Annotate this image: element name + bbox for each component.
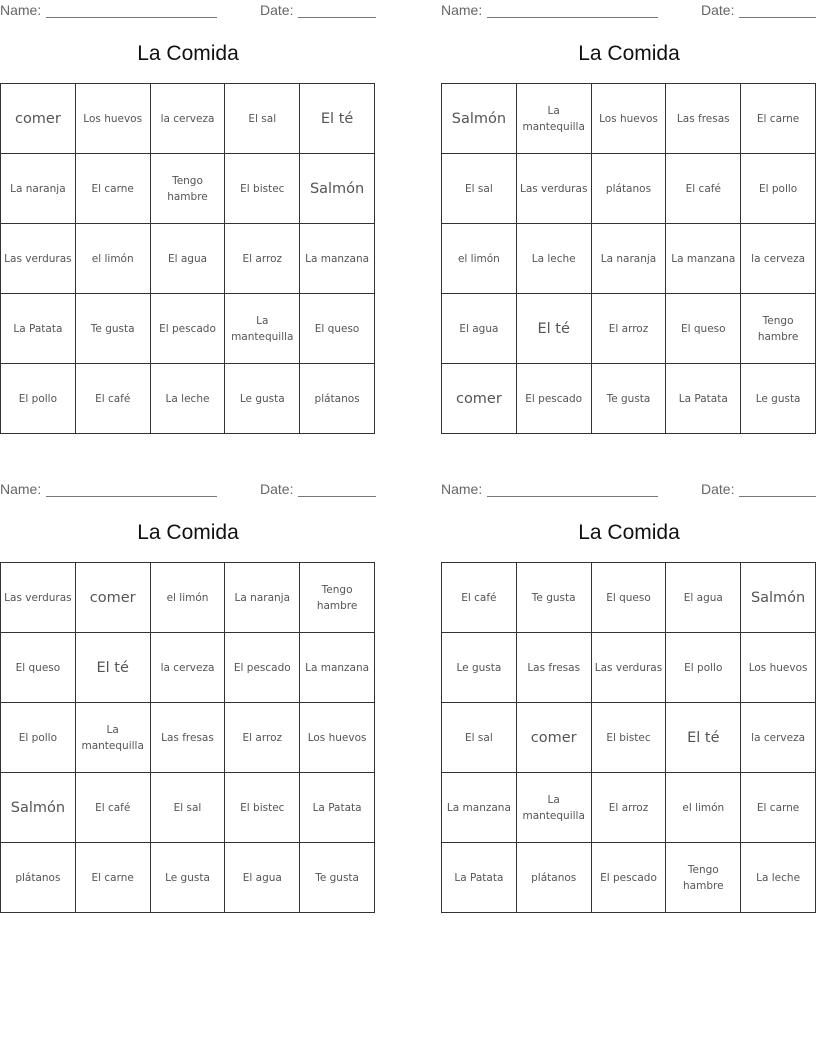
bingo-cell: La naranja [592,224,667,294]
bingo-cell: comer [442,364,517,434]
bingo-cell: Tengo hambre [300,563,375,633]
bingo-cell: El agua [666,563,741,633]
bingo-cell: El té [666,703,741,773]
bingo-cell: El queso [592,563,667,633]
bingo-cell: Los huevos [76,84,151,154]
bingo-cell: El arroz [225,224,300,294]
bingo-cell: El carne [76,843,151,913]
bingo-cell: Le gusta [442,633,517,703]
bingo-cell: El bistec [592,703,667,773]
bingo-cell: Las verduras [517,154,592,224]
name-line [487,17,658,18]
bingo-cell: El carne [76,154,151,224]
bingo-cell: Las verduras [592,633,667,703]
name-line [487,496,658,497]
bingo-cell: El agua [442,294,517,364]
bingo-cell: La leche [741,843,816,913]
bingo-cell: Le gusta [151,843,226,913]
bingo-cell: El café [76,364,151,434]
bingo-cell: comer [517,703,592,773]
bingo-cell: El bistec [225,154,300,224]
bingo-cell: El bistec [225,773,300,843]
bingo-cell: Le gusta [741,364,816,434]
date-line [298,496,376,497]
bingo-cell: El pescado [517,364,592,434]
bingo-cell: Te gusta [76,294,151,364]
bingo-grid [441,83,816,434]
bingo-cell: La mantequilla [76,703,151,773]
bingo-cell: El sal [151,773,226,843]
bingo-grid [441,562,816,913]
card-title: La Comida [578,42,680,65]
bingo-cell: La manzana [300,224,375,294]
bingo-cell: Te gusta [300,843,375,913]
bingo-cell: El té [300,84,375,154]
card-header [441,0,816,22]
bingo-cell: la cerveza [151,84,226,154]
bingo-cell: El agua [151,224,226,294]
bingo-card-4 [441,479,816,919]
bingo-cell: el limón [76,224,151,294]
bingo-cell: Las fresas [151,703,226,773]
name-label: Name: [441,2,483,18]
bingo-cell: plátanos [1,843,76,913]
bingo-cell: Los huevos [592,84,667,154]
card-header [0,479,376,501]
bingo-cell: Tengo hambre [666,843,741,913]
bingo-cell: la cerveza [741,703,816,773]
bingo-cell: el limón [151,563,226,633]
bingo-cell: El carne [741,84,816,154]
bingo-cell: Salmón [1,773,76,843]
bingo-cell: La Patata [666,364,741,434]
bingo-cell: La manzana [300,633,375,703]
bingo-cell: La naranja [225,563,300,633]
bingo-cell: El pollo [1,364,76,434]
bingo-cell: Tengo hambre [151,154,226,224]
bingo-cell: El pescado [151,294,226,364]
bingo-cell: La mantequilla [517,84,592,154]
bingo-cell: plátanos [592,154,667,224]
bingo-cell: Te gusta [592,364,667,434]
bingo-cell: El café [442,563,517,633]
name-line [46,496,217,497]
bingo-cell: plátanos [517,843,592,913]
card-title: La Comida [137,521,239,544]
bingo-cell: El sal [442,154,517,224]
bingo-cell: El sal [225,84,300,154]
bingo-card-1 [0,0,376,440]
bingo-cell: La mantequilla [225,294,300,364]
bingo-cell: La manzana [442,773,517,843]
date-label: Date: [260,481,294,497]
bingo-cell: Los huevos [741,633,816,703]
bingo-cell: El agua [225,843,300,913]
date-label: Date: [701,481,735,497]
bingo-cell: El pollo [666,633,741,703]
bingo-card-3 [0,479,376,919]
bingo-cell: la cerveza [741,224,816,294]
bingo-cell: La Patata [300,773,375,843]
bingo-cell: plátanos [300,364,375,434]
bingo-cell: comer [76,563,151,633]
card-header [0,0,376,22]
bingo-cell: comer [1,84,76,154]
bingo-cell: El té [76,633,151,703]
bingo-cell: El pollo [741,154,816,224]
name-label: Name: [441,481,483,497]
bingo-cell: El arroz [225,703,300,773]
bingo-cell: el limón [442,224,517,294]
bingo-cell: Salmón [300,154,375,224]
bingo-cell: Las fresas [666,84,741,154]
date-label: Date: [260,2,294,18]
date-label: Date: [701,2,735,18]
name-line [46,17,217,18]
bingo-cell: El carne [741,773,816,843]
name-label: Name: [0,2,42,18]
card-header [441,479,816,501]
bingo-cell: El café [76,773,151,843]
bingo-cell: Salmón [442,84,517,154]
bingo-cell: Los huevos [300,703,375,773]
bingo-cell: Tengo hambre [741,294,816,364]
bingo-cell: El té [517,294,592,364]
bingo-cell: Le gusta [225,364,300,434]
bingo-cell: La mantequilla [517,773,592,843]
bingo-cell: La leche [151,364,226,434]
bingo-cell: Salmón [741,563,816,633]
bingo-cell: Las verduras [1,224,76,294]
bingo-cell: Te gusta [517,563,592,633]
bingo-cell: La Patata [1,294,76,364]
bingo-cell: El pollo [1,703,76,773]
bingo-cell: La leche [517,224,592,294]
bingo-cell: La Patata [442,843,517,913]
bingo-cell: Las verduras [1,563,76,633]
card-title: La Comida [137,42,239,65]
bingo-cell: El queso [666,294,741,364]
bingo-cell: El queso [300,294,375,364]
bingo-grid [0,562,375,913]
bingo-cell: El sal [442,703,517,773]
date-line [298,17,376,18]
date-line [739,17,816,18]
name-label: Name: [0,481,42,497]
bingo-cell: El queso [1,633,76,703]
bingo-cell: El pescado [592,843,667,913]
card-title: La Comida [578,521,680,544]
bingo-cell: La manzana [666,224,741,294]
bingo-cell: El arroz [592,294,667,364]
bingo-cell: El pescado [225,633,300,703]
bingo-cell: El arroz [592,773,667,843]
bingo-card-2 [441,0,816,440]
bingo-cell: la cerveza [151,633,226,703]
bingo-grid [0,83,375,434]
bingo-cell: el limón [666,773,741,843]
date-line [739,496,816,497]
bingo-cell: La naranja [1,154,76,224]
bingo-cell: El café [666,154,741,224]
bingo-cell: Las fresas [517,633,592,703]
